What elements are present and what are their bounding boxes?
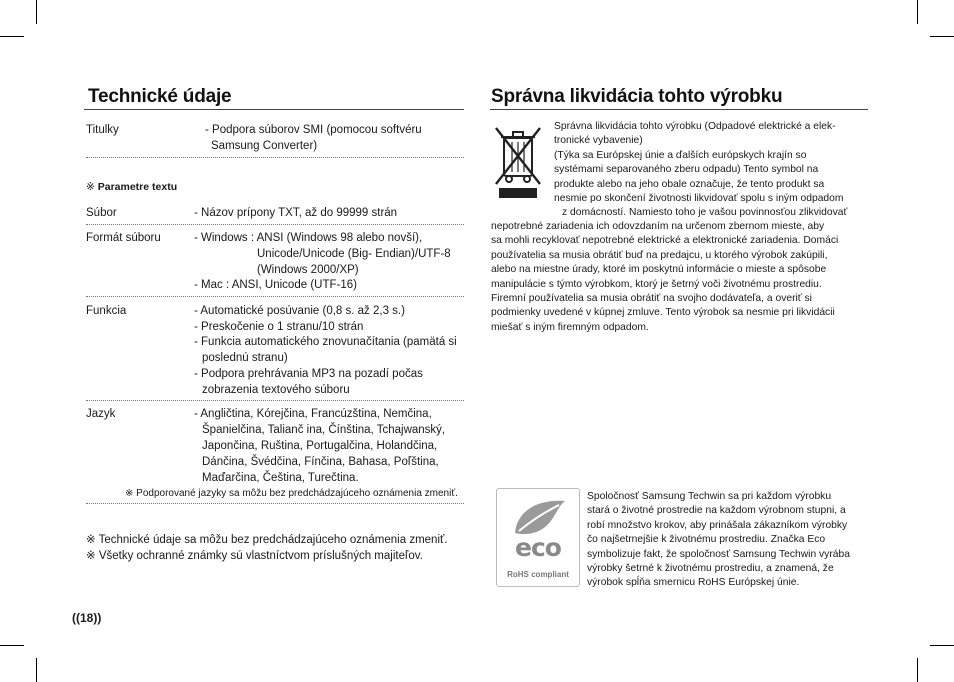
row-value: - Angličtina, Kórejčina, Francúzština, Nemčina, <box>194 408 432 420</box>
section-mark: ※ <box>86 181 95 193</box>
page-number-value: 18 <box>80 611 94 625</box>
row-value: - Funkcia automatického znovunačítania (pamätá si <box>194 336 457 348</box>
weee-line: tronické vybavenie) <box>554 135 643 147</box>
weee-line: Firemní používatelia sa musia obrátiť na svojho dodávateľa, a overiť si <box>491 293 812 305</box>
row-value: - Windows : ANSI (Windows 98 alebo novší), <box>194 232 423 244</box>
crop-mark <box>917 658 918 682</box>
language-note: ※ Podporované jazyky sa môžu bez predchádzajúceho oznámenia zmeniť. <box>125 488 458 499</box>
eco-line: robí množstvo krokov, aby prinášala zákazníkom výrobky <box>587 519 848 531</box>
row-label-funkcia: Funkcia <box>86 305 127 317</box>
row-value: Japončina, Ruština, Portugalčina, Holandčina, <box>202 440 438 452</box>
weee-bin-icon <box>492 124 544 200</box>
row-value: Samsung Converter) <box>211 140 318 152</box>
crop-mark <box>36 658 37 682</box>
weee-line: alebo na miestne úrady, ktoré im poskytnú informácie o mieste a spôsobe <box>491 264 827 276</box>
eco-text <box>587 490 850 591</box>
row-value: (Windows 2000/XP) <box>257 264 359 276</box>
row-label-format: Formát súboru <box>86 232 161 244</box>
row-value: Dánčina, Švédčina, Fínčina, Bahasa, Poľština, <box>202 456 439 468</box>
eco-rohs-logo <box>496 488 580 587</box>
page-number: ((18)) <box>72 611 102 625</box>
eco-line: výrobok spĺňa smernicu RoHS Európskej únie. <box>587 577 800 589</box>
row-value: Maďarčina, Čeština, Turečtina. <box>202 472 359 484</box>
crop-mark <box>36 0 37 24</box>
section-label: Parametre textu <box>97 181 178 193</box>
weee-line: podmienky uvedené v kúpnej zmluve. Tento výrobok sa nesmie pri likvidácii <box>491 307 835 319</box>
crop-mark <box>930 645 954 646</box>
weee-line: sa mohli recyklovať nepotrebné elektrické a elektronické zariadenia. Domáci <box>491 235 839 247</box>
row-divider <box>86 296 464 297</box>
crop-mark <box>930 36 954 37</box>
weee-line: miešať s iným firemným odpadom. <box>491 321 649 333</box>
weee-text <box>554 120 843 206</box>
crop-mark <box>0 36 24 37</box>
weee-line: nepotrebné zariadenia ich odovzdaním na určenom zbernom mieste, aby <box>491 221 825 232</box>
weee-text-body <box>491 220 838 335</box>
eco-line: stará o životné prostredie na každom výrobnom stupni, a <box>587 505 846 517</box>
footnote-trademarks: ※ Všetky ochranné známky sú vlastníctvom príslušných majiteľov. <box>86 550 423 562</box>
row-value: - Podpora súborov SMI (pomocou softvéru <box>205 124 422 136</box>
section-heading-text-params <box>86 179 177 195</box>
weee-line: nesmie po skončení životnosti likvidovať spolu s iným odpadom <box>554 193 844 205</box>
page-title-specs: Technické údaje <box>88 86 232 107</box>
row-divider <box>86 400 464 401</box>
row-value: - Mac : ANSI, Unicode (UTF-16) <box>194 279 357 291</box>
row-value: Španielčina, Talianč ina, Čínština, Tchajwanský, <box>202 424 446 436</box>
page-title-disposal: Správna likvidácia tohto výrobku <box>491 86 783 107</box>
weee-line: z domácností. Namiesto toho je vašou povinnosťou zlikvidovať <box>562 207 848 218</box>
title-underline <box>84 109 464 110</box>
row-label-subor: Súbor <box>86 207 117 219</box>
row-value: Unicode/Unicode (Big- Endian)/UTF-8 <box>257 248 451 260</box>
row-divider <box>86 503 464 504</box>
eco-line: čo najšetrnejšie k životnému prostrediu. Značka Eco <box>587 534 826 546</box>
row-value: - Podpora prehrávania MP3 na pozadí počas <box>194 368 423 380</box>
row-divider <box>86 157 464 158</box>
weee-line: používatelia sa musia obrátiť buď na predajcu, u ktorého výrobok zakúpili, <box>491 249 828 261</box>
row-value: - Názov prípony TXT, až do 99999 strán <box>194 207 398 219</box>
weee-line: systémami separovaného zberu odpadu) Tento symbol na <box>554 164 819 176</box>
row-value: - Preskočenie o 1 stranu/10 strán <box>194 321 364 333</box>
weee-text-continued <box>562 206 847 220</box>
eco-line: Spoločnosť Samsung Techwin sa pri každom výrobku <box>587 491 832 502</box>
row-divider <box>86 224 464 225</box>
weee-line: (Týka sa Európskej únie a ďalších európskych krajín so <box>554 149 807 161</box>
eco-line: výrobky šetrné k životnému prostrediu, a znamená, že <box>587 563 834 575</box>
eco-line: symbolizuje fakt, že spoločnosť Samsung Techwin vyrába <box>587 548 850 560</box>
rohs-label: RoHS compliant <box>507 570 569 579</box>
row-value: poslednú stranu) <box>202 352 288 364</box>
title-underline <box>490 109 868 110</box>
weee-line: manipulácie s týmto výrobkom, ktorý je šetrný voči životnému prostrediu. <box>491 278 822 290</box>
eco-word: eco <box>515 533 561 562</box>
footnote-specs: ※ Technické údaje sa môžu bez predchádzajúceho oznámenia zmeniť. <box>86 534 448 546</box>
row-value: zobrazenia textového súboru <box>202 384 350 396</box>
row-label-jazyk: Jazyk <box>86 408 116 420</box>
weee-line: produkte alebo na jeho obale označuje, že tento produkt sa <box>554 178 825 190</box>
weee-line: Správna likvidácia tohto výrobku (Odpadové elektrické a elek- <box>554 121 836 132</box>
crop-mark <box>917 0 918 24</box>
row-value: - Automatické posúvanie (0,8 s. až 2,3 s.) <box>194 305 405 317</box>
row-label-titulky: Titulky <box>86 124 119 136</box>
crop-mark <box>0 645 24 646</box>
